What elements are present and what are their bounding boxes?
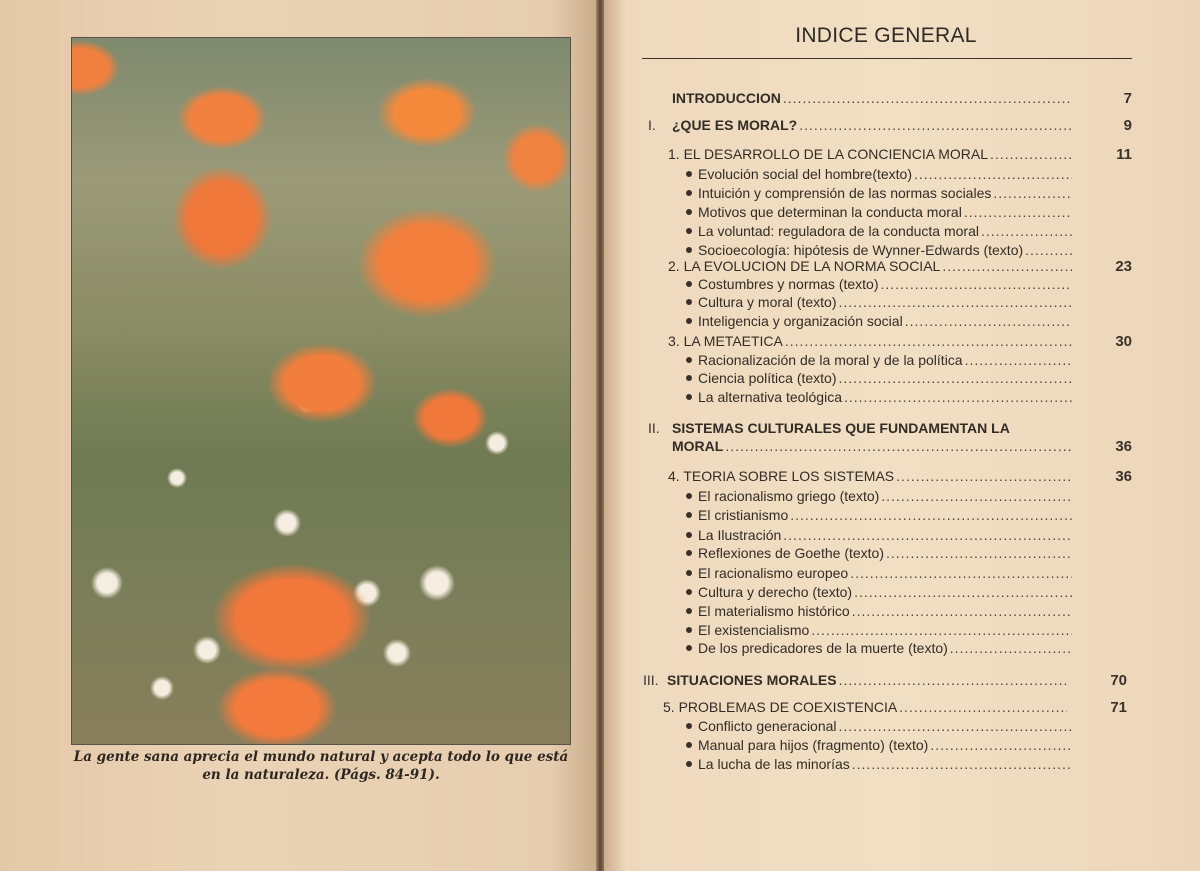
toc-entry-label xyxy=(686,352,963,368)
dot-leader xyxy=(799,117,1072,133)
title-rule xyxy=(642,58,1132,59)
toc-entry-text: Conflicto generacional xyxy=(698,718,837,734)
toc-entry xyxy=(686,204,1074,220)
bullet-icon xyxy=(686,589,692,595)
toc-page-number: 70 xyxy=(1110,672,1127,689)
dot-leader xyxy=(811,622,1072,638)
dot-leader xyxy=(990,146,1072,162)
dot-leader xyxy=(839,718,1072,734)
toc-entry xyxy=(686,603,1074,619)
toc-entry-label xyxy=(672,420,1010,436)
dot-leader xyxy=(854,584,1072,600)
toc-entry-text: Cultura y moral (texto) xyxy=(698,294,837,310)
dot-leader xyxy=(852,756,1072,772)
toc-entry-label xyxy=(686,565,848,581)
toc-entry xyxy=(672,438,1132,455)
toc-entry xyxy=(686,737,1074,753)
toc-page-number: 71 xyxy=(1110,699,1127,716)
bullet-icon xyxy=(686,394,692,400)
toc-entry-text: SITUACIONES MORALES xyxy=(667,672,837,688)
toc-entry-label xyxy=(686,166,912,182)
bullet-icon xyxy=(686,171,692,177)
toc-entry-label xyxy=(668,468,894,484)
toc-entry-label xyxy=(686,313,903,329)
toc-entry-label xyxy=(672,117,797,133)
dot-leader xyxy=(790,507,1072,523)
toc-entry-text: La Ilustración xyxy=(698,527,782,543)
bullet-icon xyxy=(686,570,692,576)
toc-entry-label xyxy=(686,185,991,201)
toc-entry xyxy=(686,507,1074,523)
bullet-icon xyxy=(686,550,692,556)
toc-entry-label xyxy=(668,258,940,274)
toc-entry-text: 1. EL DESARROLLO DE LA CONCIENCIA MORAL xyxy=(668,146,989,162)
toc-entry xyxy=(686,545,1074,561)
dot-leader xyxy=(896,468,1072,484)
toc-entry-text: Socioecología: hipótesis de Wynner-Edwards (texto) xyxy=(698,242,1024,258)
dot-leader xyxy=(783,527,1072,543)
toc-entry xyxy=(686,352,1074,368)
toc-entry-label xyxy=(686,584,852,600)
dot-leader xyxy=(881,488,1072,504)
toc-entry-text: Manual para hijos (fragmento) (texto) xyxy=(698,737,929,753)
toc-entry-text: Intuición y comprensión de las normas sociales xyxy=(698,185,992,201)
toc-entry-label xyxy=(668,333,783,349)
toc-entry-label xyxy=(663,699,897,715)
toc-entry-label xyxy=(686,622,809,638)
toc-entry xyxy=(686,527,1074,543)
toc-entry-label xyxy=(667,672,837,688)
toc-entry-label xyxy=(686,718,837,734)
toc-entry-text: INTRODUCCION xyxy=(672,90,781,106)
toc-entry-label xyxy=(686,488,879,504)
toc-page-number: 11 xyxy=(1116,146,1132,163)
toc-roman-numeral: I. xyxy=(648,117,656,133)
bullet-icon xyxy=(686,357,692,363)
toc-entry xyxy=(686,276,1074,292)
bullet-icon xyxy=(686,299,692,305)
dot-leader xyxy=(839,672,1067,688)
bullet-icon xyxy=(686,493,692,499)
toc-entry xyxy=(672,90,1132,107)
toc-entry-label xyxy=(686,389,842,405)
dot-leader xyxy=(950,640,1072,656)
bullet-icon xyxy=(686,723,692,729)
toc-roman-numeral: II. xyxy=(648,420,660,436)
toc-entry-text: El racionalismo europeo xyxy=(698,565,849,581)
toc-entry-text: 5. PROBLEMAS DE COEXISTENCIA xyxy=(663,699,898,715)
toc-entry xyxy=(686,584,1074,600)
toc-page-number: 36 xyxy=(1115,468,1132,485)
dot-leader xyxy=(785,333,1072,349)
bullet-icon xyxy=(686,645,692,651)
bullet-icon xyxy=(686,375,692,381)
toc-entry-text: ¿QUE ES MORAL? xyxy=(672,117,798,133)
toc-entry-label xyxy=(686,640,948,656)
toc-entry-label xyxy=(686,223,979,239)
toc-entry-text: El racionalismo griego (texto) xyxy=(698,488,880,504)
dot-leader xyxy=(914,166,1072,182)
toc-entry-text: Costumbres y normas (texto) xyxy=(698,276,879,292)
dot-leader xyxy=(725,438,1072,454)
bullet-icon xyxy=(686,247,692,253)
dot-leader xyxy=(942,258,1072,274)
dot-leader xyxy=(981,223,1072,239)
toc-entry xyxy=(668,258,1132,275)
toc-entry-label xyxy=(686,204,962,220)
toc-entry-text: Evolución social del hombre(texto) xyxy=(698,166,912,182)
toc-entry-label xyxy=(686,370,837,386)
toc-page-number: 36 xyxy=(1115,438,1132,455)
dot-leader xyxy=(839,370,1072,386)
toc-entry xyxy=(668,333,1132,350)
toc-entry-text: La lucha de las minorías xyxy=(698,756,850,772)
toc-entry xyxy=(686,565,1074,581)
dot-leader xyxy=(783,90,1072,106)
toc-entry xyxy=(686,488,1074,504)
bullet-icon xyxy=(686,209,692,215)
dot-leader xyxy=(993,185,1072,201)
toc-entry-text: 4. TEORIA SOBRE LOS SISTEMAS xyxy=(668,468,895,484)
toc-entry-text: Ciencia política (texto) xyxy=(698,370,837,386)
toc-entry-text: El materialismo histórico xyxy=(698,603,850,619)
toc-entry-label xyxy=(686,242,1023,258)
dot-leader xyxy=(899,699,1067,715)
toc-entry-text: Inteligencia y organización social xyxy=(698,313,903,329)
bullet-icon xyxy=(686,627,692,633)
dot-leader xyxy=(852,603,1072,619)
toc-entry xyxy=(648,117,1132,134)
toc-entry-text: MORAL xyxy=(672,438,724,454)
dot-leader xyxy=(844,389,1072,405)
toc-entry xyxy=(668,146,1132,163)
toc-entry-text: Cultura y derecho (texto) xyxy=(698,584,853,600)
toc-entry-label xyxy=(686,756,850,772)
toc-entry xyxy=(686,640,1074,656)
dot-leader xyxy=(930,737,1072,753)
book-spine xyxy=(596,0,604,871)
toc-entry-text: Racionalización de la moral y de la política xyxy=(698,352,963,368)
toc-entry-text: SISTEMAS CULTURALES QUE FUNDAMENTAN LA xyxy=(672,420,1010,436)
toc-entry xyxy=(686,294,1074,310)
toc-page-number: 23 xyxy=(1115,258,1132,275)
bullet-icon xyxy=(686,228,692,234)
toc-entry xyxy=(663,699,1127,716)
toc-page-number: 9 xyxy=(1123,117,1132,134)
toc-entry xyxy=(686,622,1074,638)
toc-entry-text: El cristianismo xyxy=(698,507,789,523)
toc-entry xyxy=(686,313,1074,329)
toc-entry xyxy=(686,370,1074,386)
toc-entry-label xyxy=(672,438,723,454)
dot-leader xyxy=(881,276,1073,292)
toc-entry-text: El existencialismo xyxy=(698,622,810,638)
bullet-icon xyxy=(686,532,692,538)
toc-entry xyxy=(686,166,1074,182)
bullet-icon xyxy=(686,608,692,614)
toc-title: INDICE GENERAL xyxy=(795,24,977,47)
toc-page-number: 30 xyxy=(1115,333,1132,350)
toc-entry-label xyxy=(686,737,928,753)
toc-entry-label xyxy=(686,294,836,310)
toc-entry-label xyxy=(668,146,988,162)
dot-leader xyxy=(838,294,1072,310)
bullet-icon xyxy=(686,190,692,196)
toc-entry xyxy=(686,185,1074,201)
toc-roman-numeral: III. xyxy=(643,672,659,688)
toc-page-number: 7 xyxy=(1123,90,1132,107)
dot-leader xyxy=(905,313,1072,329)
dot-leader xyxy=(886,545,1072,561)
toc-entry-label xyxy=(686,507,788,523)
photo-caption: La gente sana aprecia el mundo natural y acepta todo lo que está en la naturaleza. (Págs. 84-91). xyxy=(73,749,569,783)
dot-leader xyxy=(1025,242,1072,258)
toc-entry xyxy=(643,672,1127,689)
toc-entry xyxy=(686,389,1074,405)
bullet-icon xyxy=(686,761,692,767)
dot-leader xyxy=(965,352,1072,368)
toc-entry-text: De los predicadores de la muerte (texto) xyxy=(698,640,948,656)
bullet-icon xyxy=(686,512,692,518)
toc-entry-text: 3. LA METAETICA xyxy=(668,333,783,349)
toc-entry xyxy=(668,468,1132,485)
toc-entry-label xyxy=(686,545,884,561)
dot-leader xyxy=(850,565,1072,581)
bullet-icon xyxy=(686,742,692,748)
toc-entry-label xyxy=(686,276,879,292)
toc-entry-text: La voluntad: reguladora de la conducta moral xyxy=(698,223,979,239)
toc-entry xyxy=(686,242,1074,258)
toc-entry-text: La alternativa teológica xyxy=(698,389,842,405)
toc-entry-label xyxy=(686,527,781,543)
toc-entry-text: 2. LA EVOLUCION DE LA NORMA SOCIAL xyxy=(668,258,941,274)
dot-leader xyxy=(964,204,1072,220)
toc-entry xyxy=(686,718,1074,734)
toc-entry-label xyxy=(672,90,781,106)
toc-entry xyxy=(648,420,1074,436)
flower-photo xyxy=(71,37,571,745)
toc-entry xyxy=(686,756,1074,772)
toc-entry-text: Reflexiones de Goethe (texto) xyxy=(698,545,884,561)
toc-entry-text: Motivos que determinan la conducta moral xyxy=(698,204,962,220)
toc-entry xyxy=(686,223,1074,239)
toc-entry-label xyxy=(686,603,850,619)
bullet-icon xyxy=(686,318,692,324)
bullet-icon xyxy=(686,281,692,287)
